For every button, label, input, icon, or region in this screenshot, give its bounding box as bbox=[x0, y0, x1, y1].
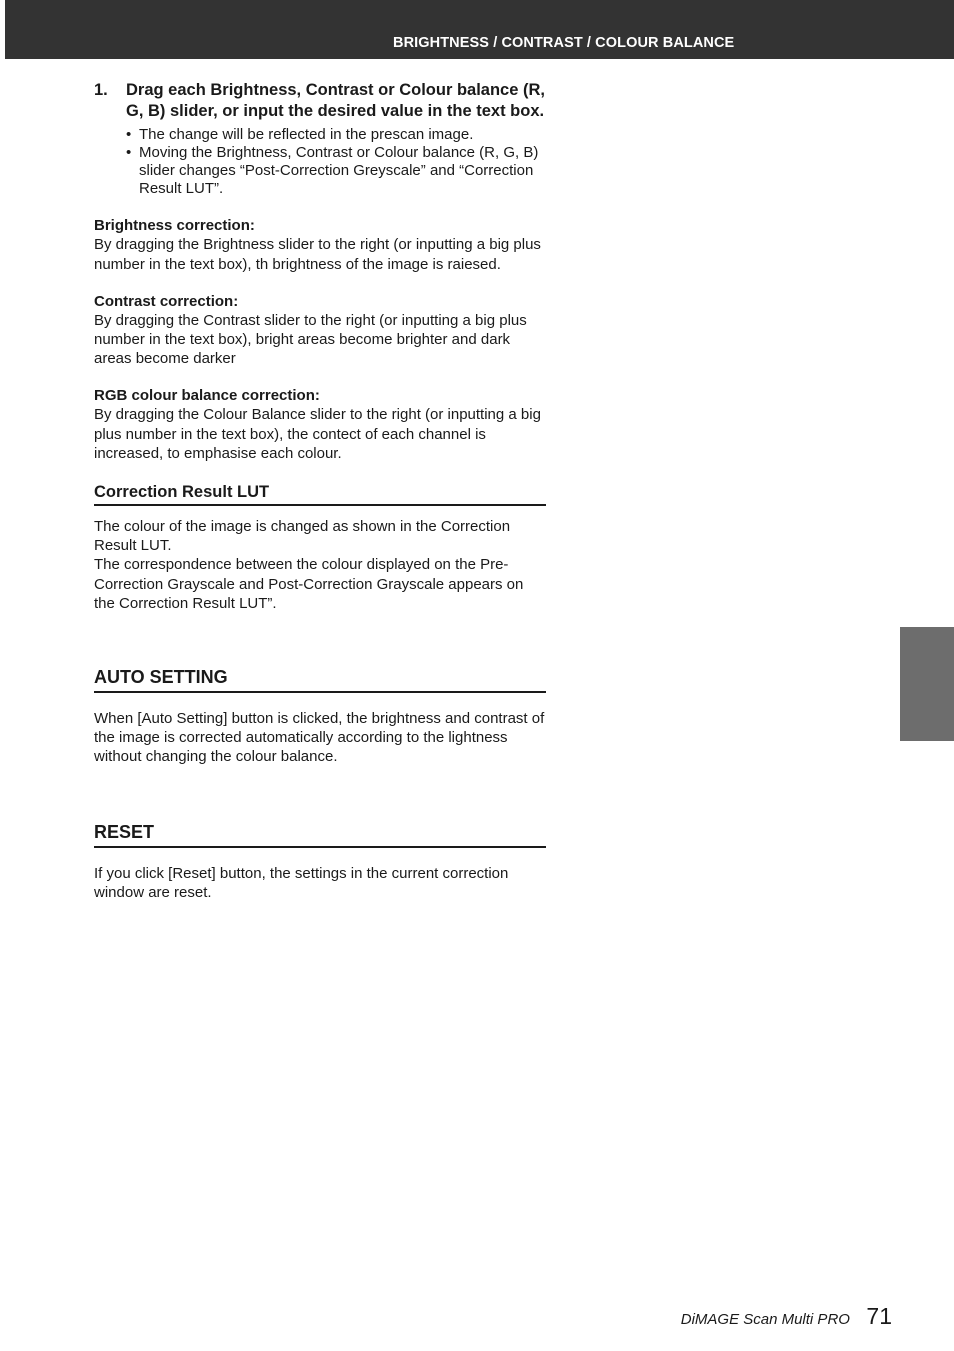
bullet-icon: • bbox=[126, 126, 132, 144]
reset-heading: RESET bbox=[94, 821, 546, 848]
lut-para-2: The correspondence between the colour displayed on the Pre-Correction Grayscale and Post-Correction Grayscale appears on the Correction Result LUT”. bbox=[94, 556, 524, 612]
step-text: Drag each Brightness, Contrast or Colour balance (R, G, B) slider, or input the desired value in the text box. bbox=[126, 81, 545, 120]
section-tab-marker bbox=[900, 627, 954, 741]
step-1 bbox=[94, 80, 546, 121]
brightness-section bbox=[94, 216, 546, 273]
bullet-item bbox=[126, 126, 546, 144]
step-1-bullets bbox=[126, 126, 546, 197]
bullet-icon: • bbox=[126, 143, 132, 161]
rgb-body: By dragging the Colour Balance slider to the right (or inputting a big plus number in the text box), the contect of each channel is increased, to emphasise each colour. bbox=[94, 406, 541, 462]
page-header-title: BRIGHTNESS / CONTRAST / COLOUR BALANCE bbox=[393, 35, 735, 51]
footer-product-name: DiMAGE Scan Multi PRO bbox=[680, 1311, 850, 1328]
lut-heading: Correction Result LUT bbox=[94, 482, 546, 506]
bullet-item bbox=[126, 144, 546, 197]
bullet-text: The change will be reflected in the prescan image. bbox=[139, 126, 474, 144]
auto-setting-heading: AUTO SETTING bbox=[94, 666, 546, 693]
auto-setting-body: When [Auto Setting] button is clicked, the brightness and contrast of the image is corrected automatically according to the lightness without changing the colour balance. bbox=[94, 710, 545, 766]
brightness-title: Brightness correction: bbox=[94, 217, 255, 235]
step-number: 1. bbox=[94, 81, 108, 99]
lut-para-1: The colour of the image is changed as shown in the Correction Result LUT. bbox=[94, 518, 511, 555]
rgb-title: RGB colour balance correction: bbox=[94, 387, 320, 405]
lut-section bbox=[94, 517, 546, 613]
rgb-section bbox=[94, 386, 546, 463]
page-footer bbox=[681, 1303, 892, 1330]
contrast-body: By dragging the Contrast slider to the right (or inputting a big plus number in the text box), bright areas become brighter and dark areas become darker bbox=[94, 311, 527, 368]
bullet-text: Moving the Brightness, Contrast or Colour balance (R, G, B) slider changes “Post-Correction Greyscale” and “Correction Result LUT”. bbox=[139, 143, 539, 197]
contrast-title: Contrast correction: bbox=[94, 292, 239, 310]
contrast-section bbox=[94, 292, 546, 369]
brightness-body: By dragging the Brightness slider to the right (or inputting a big plus number in the text box), th brightness of the image is raiesed. bbox=[94, 236, 541, 273]
reset-body: If you click [Reset] button, the settings in the current correction window are reset. bbox=[94, 864, 509, 901]
main-content bbox=[94, 80, 546, 902]
page-number: 71 bbox=[866, 1303, 892, 1329]
